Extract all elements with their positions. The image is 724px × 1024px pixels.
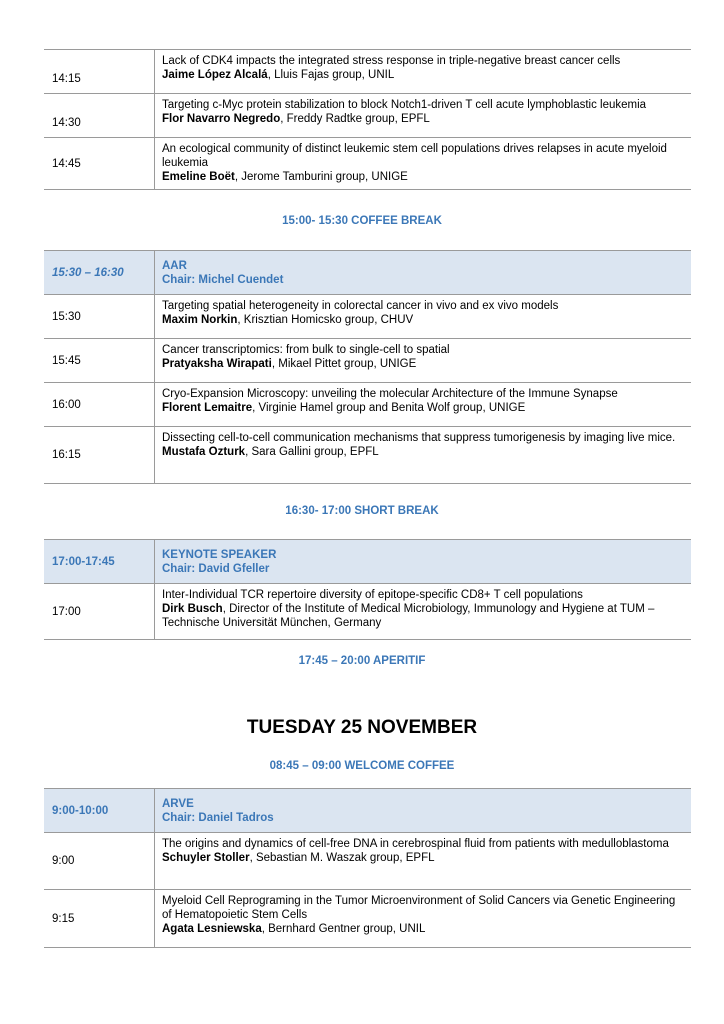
- talk-time: 9:15: [44, 890, 155, 947]
- talk-row: [44, 427, 691, 484]
- speaker-name: Schuyler Stoller: [162, 852, 250, 864]
- talk-details: [155, 295, 691, 338]
- talk-details: [155, 890, 691, 947]
- session-info: [155, 540, 691, 583]
- talk-row: [44, 339, 691, 383]
- talk-details: [155, 833, 691, 889]
- speaker-name: Dirk Busch: [162, 603, 223, 615]
- session-time: 9:00-10:00: [44, 789, 155, 832]
- talk-title: An ecological community of distinct leukemic stem cell populations drives relapses in acute myeloid leukemia: [162, 143, 667, 169]
- speaker-affiliation: , Sebastian M. Waszak group, EPFL: [249, 852, 435, 864]
- speaker-name: Florent Lemaitre: [162, 402, 253, 414]
- speaker-affiliation: , Director of the Institute of Medical Microbiology, Immunology and Hygiene at TUM – Technische Universität München, Germany: [162, 603, 655, 629]
- speaker-affiliation: , Virginie Hamel group and Benita Wolf group, UNIGE: [252, 402, 526, 414]
- schedule-table-keynote: [44, 539, 691, 640]
- speaker-name: Mustafa Ozturk: [162, 446, 246, 458]
- speaker-name: Pratyaksha Wirapati: [162, 358, 272, 370]
- session-header: [44, 540, 691, 584]
- session-header: [44, 251, 691, 295]
- talk-row: [44, 295, 691, 339]
- speaker-name: Agata Lesniewska: [162, 923, 262, 935]
- talk-time: 14:15: [44, 50, 155, 93]
- talk-title: Targeting spatial heterogeneity in colorectal cancer in vivo and ex vivo models: [162, 300, 559, 312]
- coffee-break-label: 15:00- 15:30 COFFEE BREAK: [282, 215, 442, 227]
- session-chair: Chair: Daniel Tadros: [162, 812, 274, 824]
- talk-row: [44, 138, 691, 190]
- short-break-label: 16:30- 17:00 SHORT BREAK: [285, 505, 439, 517]
- talk-row: [44, 383, 691, 427]
- schedule-table-afternoon: [44, 49, 691, 190]
- speaker-name: Flor Navarro Negredo: [162, 113, 281, 125]
- session-name: ARVE: [162, 798, 194, 810]
- talk-details: [155, 138, 691, 189]
- talk-details: [155, 339, 691, 382]
- welcome-coffee-label: 08:45 – 09:00 WELCOME COFFEE: [269, 760, 455, 772]
- talk-title: Myeloid Cell Reprograming in the Tumor Microenvironment of Solid Cancers via Genetic Engineering of Hematopoietic Stem Cells: [162, 895, 676, 921]
- session-time: 15:30 – 16:30: [44, 251, 155, 294]
- talk-title: Lack of CDK4 impacts the integrated stress response in triple-negative breast cancer cells: [162, 55, 621, 67]
- talk-row: [44, 890, 691, 948]
- talk-title: Cancer transcriptomics: from bulk to single-cell to spatial: [162, 344, 450, 356]
- talk-time: 14:30: [44, 94, 155, 137]
- session-chair: Chair: David Gfeller: [162, 563, 270, 575]
- talk-time: 16:15: [44, 427, 155, 483]
- talk-time: 15:30: [44, 295, 155, 338]
- speaker-affiliation: , Mikael Pittet group, UNIGE: [271, 358, 417, 370]
- talk-title: Dissecting cell-to-cell communication mechanisms that suppress tumorigenesis by imaging live mice.: [162, 432, 676, 444]
- session-header: [44, 789, 691, 833]
- schedule-table-arve: [44, 788, 691, 948]
- talk-details: [155, 94, 691, 137]
- day-title: TUESDAY 25 NOVEMBER: [246, 717, 478, 738]
- talk-time: 16:00: [44, 383, 155, 426]
- speaker-name: Jaime López Alcalá: [162, 69, 268, 81]
- session-chair: Chair: Michel Cuendet: [162, 274, 284, 286]
- talk-title: Cryo-Expansion Microscopy: unveiling the molecular Architecture of the Immune Synapse: [162, 388, 618, 400]
- talk-time: 15:45: [44, 339, 155, 382]
- talk-title: Targeting c-Myc protein stabilization to block Notch1-driven T cell acute lymphoblastic leukemia: [162, 99, 647, 111]
- talk-row: [44, 94, 691, 138]
- talk-row: [44, 50, 691, 94]
- session-info: [155, 789, 691, 832]
- speaker-name: Emeline Boët: [162, 171, 235, 183]
- talk-details: [155, 427, 691, 483]
- session-time: 17:00-17:45: [44, 540, 155, 583]
- aperitif-label: 17:45 – 20:00 APERITIF: [298, 655, 426, 667]
- speaker-affiliation: , Sara Gallini group, EPFL: [245, 446, 379, 458]
- speaker-affiliation: , Bernhard Gentner group, UNIL: [261, 923, 426, 935]
- speaker-affiliation: , Lluis Fajas group, UNIL: [267, 69, 395, 81]
- talk-title: The origins and dynamics of cell-free DNA in cerebrospinal fluid from patients with medulloblastoma: [162, 838, 669, 850]
- speaker-name: Maxim Norkin: [162, 314, 238, 326]
- talk-row: [44, 833, 691, 890]
- talk-details: [155, 383, 691, 426]
- talk-details: [155, 584, 691, 639]
- talk-time: 17:00: [44, 584, 155, 639]
- speaker-affiliation: , Krisztian Homicsko group, CHUV: [237, 314, 414, 326]
- talk-title: Inter-Individual TCR repertoire diversity of epitope-specific CD8+ T cell populations: [162, 589, 583, 601]
- schedule-table-aar: [44, 250, 691, 484]
- talk-time: 14:45: [44, 138, 155, 189]
- speaker-affiliation: , Jerome Tamburini group, UNIGE: [234, 171, 408, 183]
- talk-details: [155, 50, 691, 93]
- speaker-affiliation: , Freddy Radtke group, EPFL: [280, 113, 430, 125]
- session-name: AAR: [162, 260, 187, 272]
- talk-row: [44, 584, 691, 640]
- session-info: [155, 251, 691, 294]
- session-name: KEYNOTE SPEAKER: [162, 549, 277, 561]
- talk-time: 9:00: [44, 833, 155, 889]
